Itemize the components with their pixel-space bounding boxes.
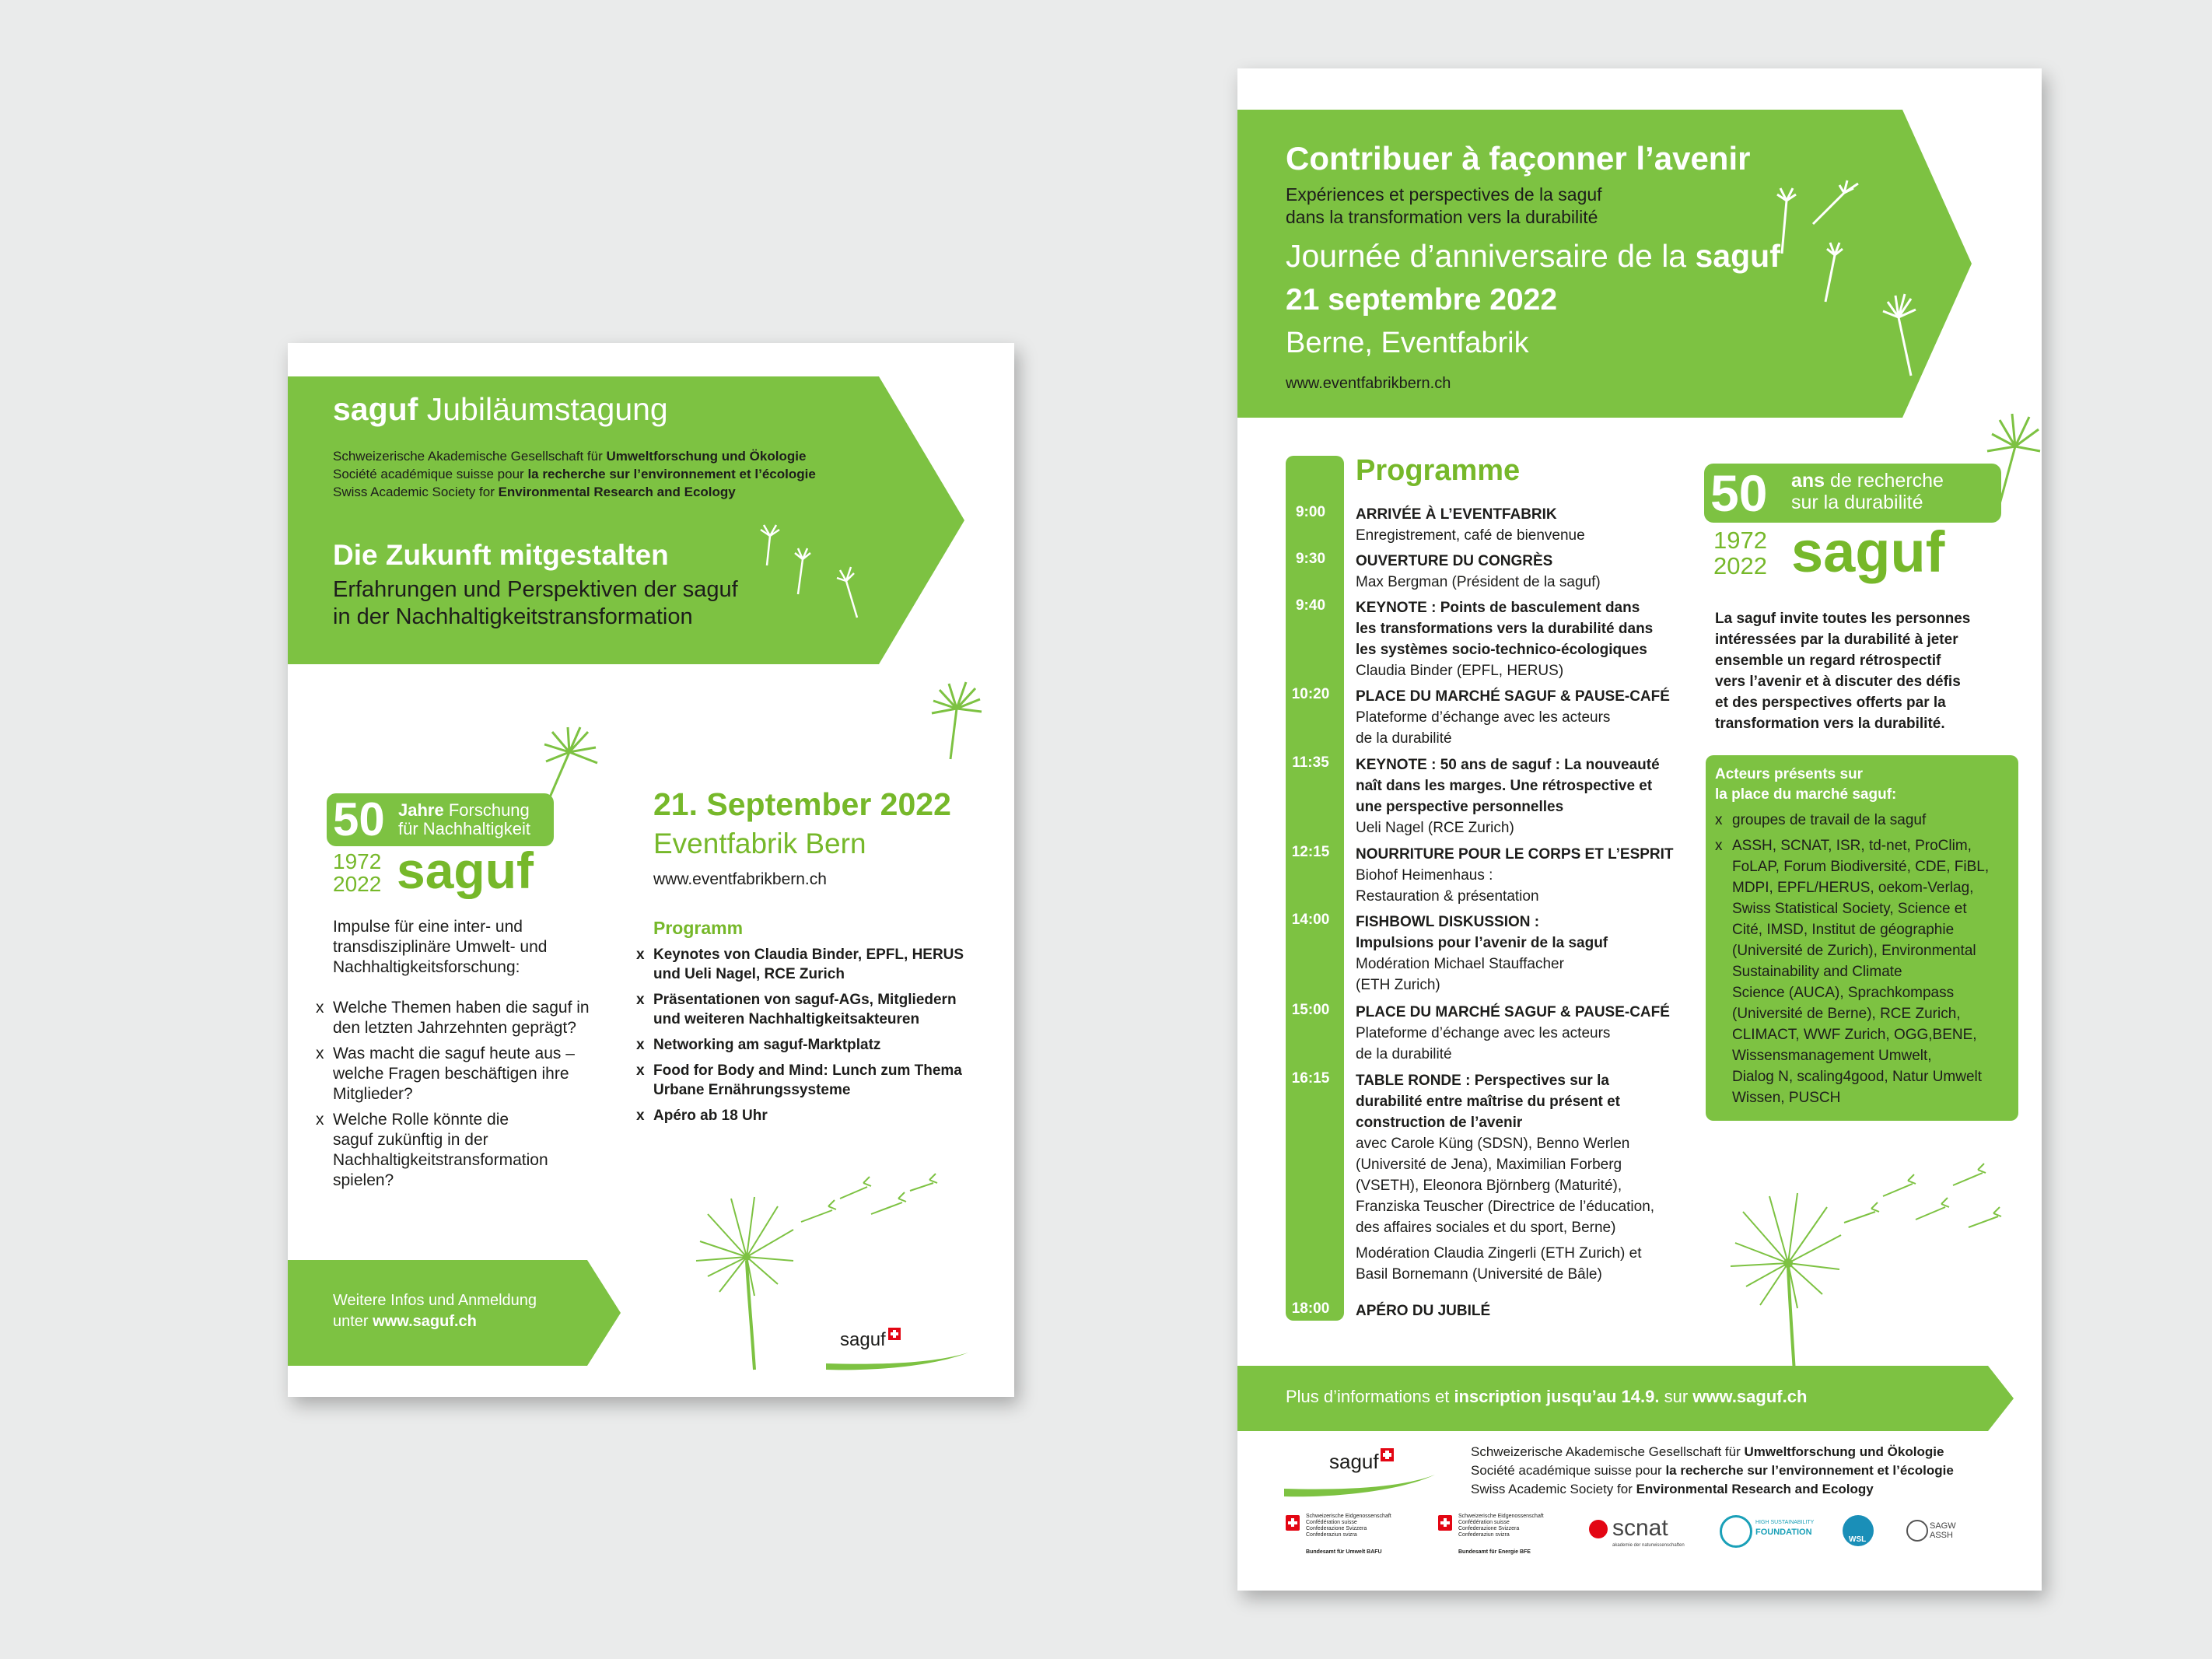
flyer-years: 1972 2022 — [333, 849, 382, 896]
flyer-subheading: Erfahrungen und Perspektiven der saguf in der Nachhaltigkeitstransformation — [333, 577, 738, 629]
programme-time-bar — [1286, 456, 1344, 1321]
list-item: x Food for Body and Mind: Lunch zum Thema Urbane Ernährungssysteme — [636, 1062, 962, 1098]
poster-subheading: Expériences et perspectives de la saguf dans la transformation vers la durabilité — [1286, 184, 1602, 227]
actors-title: Acteurs présents sur la place du marché saguf: — [1715, 766, 1897, 803]
logo-swoosh-icon — [1283, 1473, 1438, 1501]
flyer-programm-title: Programm — [653, 918, 744, 938]
poster-date: 21 septembre 2022 — [1286, 283, 1558, 317]
scnat-mark-icon — [1589, 1520, 1608, 1538]
flyer-heading: Die Zukunft mitgestalten — [333, 539, 669, 571]
swiss-shield-icon — [1438, 1515, 1452, 1531]
list-item: x Apéro ab 18 Uhr — [636, 1108, 768, 1124]
flyer-german — [288, 343, 1014, 1397]
programme-title: Programme — [1356, 454, 1521, 487]
bafu-logo: Schweizerische Eidgenossenschaft Confédération suisse Confederazione Svizzera Confederaziun svizra Bundesamt für Umwelt BAFU — [1286, 1515, 1426, 1570]
poster-french: Contribuer à façonner l’avenir Expériences et perspectives de la saguf dans la transformation vers la durabilité Journée d’anniversaire de la saguf 21 septembre 2022 Berne, Eventfabrik www.eventfabrikbern.ch Programme 9:00 ARRIVÉE À L’EVENTFABRIK Enregistrement, café de bienvenue 9:30 OUVERTURE DU CONGRÈS Max Bergman (Président de la saguf) 9:40 KEYNOTE : Points de basculement dans les transformations vers la durabilité dans les systèmes socio-technico-écologiques Claudia Binder (EPFL, HERUS) 10:20 PLACE DU MARCHÉ SAGUF & PAUSE-CAFÉ Plateforme d’échange avec les acteurs de la durabilité 11:35 KEYNOTE : 50 ans de saguf : La nouveauté naît dans les marges. Une rétrospective et une perspective personnelles Ueli Nagel (RCE Zurich) 12:15 NOURRITURE POUR LE CORPS ET L’ESPRIT Biohof Heimenhaus : Restauration & présentation 14:00 FISHBOWL DISKUSSION : Impulsions pour l’avenir de la saguf Modération Michael Stauffacher (ETH Zurich) 15:00 PLACE DU MARCHÉ SAGUF & PAUSE-CAFÉ Plateforme d’échange avec les acteurs de la durabilité 16:15 TABLE RONDE : Perspectives sur la durabilité entre maîtrise du présent et construction de l’avenir avec Carole Küng (SDSN), Benno Werlen (Université de Jena), Maximilian Forberg (VSETH), Eleonora Björnberg (Maturité), Franziska Teuscher (Directrice de l’éducation, des affaires sociales et du sport, Berne) Modération Claudia Zingerli (ETH Zurich) et Basil Bornemann (Université de Bâle) 18:00 APÉRO DU JUBILÉ 50 ans de recherche sur la durabilité 1972 2022 saguf La saguf invite toutes les personnes intéressées par la durabilité à jeter ensemble un regard rétrospectif vers l’avenir et à discuter des défis et des perspectives offerts par la transformation vers la durabilité. Acteurs présents sur la place du marché saguf: x groupes de travail de la saguf x ASSH, SCNAT, ISR, td-net, ProClim, FoLAP, Forum Biodiversité, CDE, FiBL, MDPI, EPFL/HERUS, oekom-Verlag, Swiss Statistical Society, Science et Cité, IMSD, Institut de géographie (Université de Zurich), Environmental Sustainability and Climate Science (AUCA), Sprachkompass (Université de Berne), RCE Zurich, CLIMACT, WWF Zurich, OGG,BENE, Wissensmanagement Umwelt, Dialog N, scaling4good, Natur Umwelt Wissen, PUSCH Plus d’informations et inscription jusqu’au 14.9. sur www.saguf.ch saguf Schweizerische Akademische Gesellschaft für Umweltforschung und Ökologie Société académique suisse pour la recherche sur l’environnement et l’écologie Swiss Academic Society for Environmental Research and Ecology Schweizerische Eidgenossenschaft Confédération suisse Confederazione Svizzera Confederaziun svizra Bundesamt für Umwelt BAFU Schweizerische Eidgenossenschaft Confédération suisse Confederazione Svizzera Confederaziun svizra Bundesamt für Energie BFE scnat akademie der naturwissenschaften HIGH SUSTAINABILITY FOUNDATION WSL SAGW ASSH — [1237, 68, 2042, 1591]
dandelion-seed-icon — [910, 677, 1003, 771]
actors-box — [1706, 755, 2018, 1121]
poster-footer-link[interactable]: www.saguf.ch — [1692, 1387, 1808, 1406]
sagw-mark-icon — [1906, 1520, 1928, 1542]
swiss-cross-icon — [888, 1328, 901, 1340]
flyer-saguf-wordmark: saguf — [397, 842, 534, 899]
swiss-cross-icon — [1381, 1448, 1394, 1461]
list-item: x Keynotes von Claudia Binder, EPFL, HERUS und Ueli Nagel, RCE Zurich — [636, 947, 964, 982]
flyer-venue: Eventfabrik Bern — [653, 828, 866, 859]
flyer-url[interactable]: www.eventfabrikbern.ch — [653, 870, 827, 888]
flyer-footer-link[interactable]: www.saguf.ch — [373, 1313, 477, 1330]
list-item: x Präsentationen von saguf-AGs, Mitgliedern und weiteren Nachhaltigkeitsakteuren — [636, 992, 957, 1027]
badge-dandelion-icon — [521, 724, 614, 817]
poster-society: Schweizerische Akademische Gesellschaft für Umweltforschung und Ökologie Société académique suisse pour la recherche sur l’environnement et l’écologie Swiss Academic Society for Environmental Research and Ecology — [1471, 1444, 1954, 1496]
flyer-anniversary-badge: 50 Jahre Forschung für Nachhaltigkeit — [327, 793, 554, 846]
poster-anniversary-badge: 50 ans de recherche sur la durabilité — [1704, 464, 2001, 523]
foundation-mark-icon — [1720, 1515, 1752, 1548]
banner-dandelion-seeds-icon — [1766, 177, 1953, 387]
poster-years: 1972 2022 — [1713, 527, 1767, 579]
sagw-logo: SAGW ASSH — [1906, 1520, 1969, 1551]
flyer-intro: Impulse für eine inter- und transdisziplinäre Umwelt- und Nachhaltigkeitsforschung: — [333, 918, 548, 976]
list-item: x Welche Rolle könnte die saguf zukünftig in der Nachhaltigkeitstransformation spielen? — [316, 1111, 548, 1189]
scnat-logo: scnat akademie der naturwissenschaften — [1589, 1517, 1690, 1556]
poster-invite: La saguf invite toutes les personnes intéressées par la durabilité à jeter ensemble un regard rétrospectif vers l’avenir et à discuter des défis et des perspectives offerts par la transformation vers la durabilité. — [1715, 611, 1971, 732]
flyer-questions — [316, 998, 611, 1191]
poster-heading: Contribuer à façonner l’avenir — [1286, 140, 1751, 177]
list-item: x ASSH, SCNAT, ISR, td-net, ProClim, FoLAP, Forum Biodiversité, CDE, FiBL, MDPI, EPFL/HERUS, oekom-Verlag, Swiss Statistical Society, Science et Cité, IMSD, Institut de géographie (Université de Zurich), Environmental Sustainability and Climate Science (AUCA), Sprachkompass (Université de Berne), RCE Zurich, CLIMACT, WWF Zurich, OGG,BENE, Wissensmanagement Umwelt, Dialog N, scaling4good, Natur Umwelt Wissen, PUSCH — [1715, 838, 1990, 1106]
list-item: x Was macht die saguf heute aus – welche Fragen beschäftigen ihre Mitglieder? — [316, 1045, 575, 1103]
poster-event: Journée d’anniversaire de la saguf — [1286, 238, 1780, 274]
flyer-title: saguf Jubiläumstagung — [333, 391, 668, 427]
poster-venue: Berne, Eventfabrik — [1286, 327, 1529, 359]
bfe-logo: Schweizerische Eidgenossenschaft Confédération suisse Confederazione Svizzera Confederaziun svizra Bundesamt für Energie BFE — [1438, 1515, 1578, 1570]
logo-swoosh-icon — [824, 1351, 972, 1374]
flyer-footer-text: Weitere Infos und Anmeldung unter www.saguf.ch — [333, 1292, 537, 1330]
flyer-saguf-logo: saguf — [824, 1323, 980, 1385]
list-item: x Welche Themen haben die saguf in den letzten Jahrzehnten geprägt? — [316, 999, 590, 1037]
list-item: x Networking am saguf-Marktplatz — [636, 1037, 881, 1053]
poster-url[interactable]: www.eventfabrikbern.ch — [1286, 375, 1451, 392]
flyer-date: 21. September 2022 — [653, 786, 951, 822]
foundation-logo: HIGH SUSTAINABILITY FOUNDATION — [1720, 1515, 1836, 1554]
dandelion-seeds-icon — [754, 520, 879, 637]
list-item: x groupes de travail de la saguf — [1715, 812, 1927, 828]
poster-saguf-logo: saguf — [1283, 1445, 1438, 1507]
poster-saguf-wordmark: saguf — [1791, 520, 1945, 584]
swiss-shield-icon — [1286, 1515, 1300, 1531]
wsl-logo: WSL — [1843, 1515, 1889, 1554]
flyer-society: Schweizerische Akademische Gesellschaft für Umweltforschung und Ökologie Société académique suisse pour la recherche sur l’environnement et l’écologie Swiss Academic Society for Environmental Research and Ecology — [333, 449, 816, 499]
flyer-programm-list — [636, 945, 1002, 1125]
actors-list — [1715, 810, 2011, 1108]
poster-footer-text: Plus d’informations et inscription jusqu’au 14.9. sur www.saguf.ch — [1286, 1387, 1808, 1406]
